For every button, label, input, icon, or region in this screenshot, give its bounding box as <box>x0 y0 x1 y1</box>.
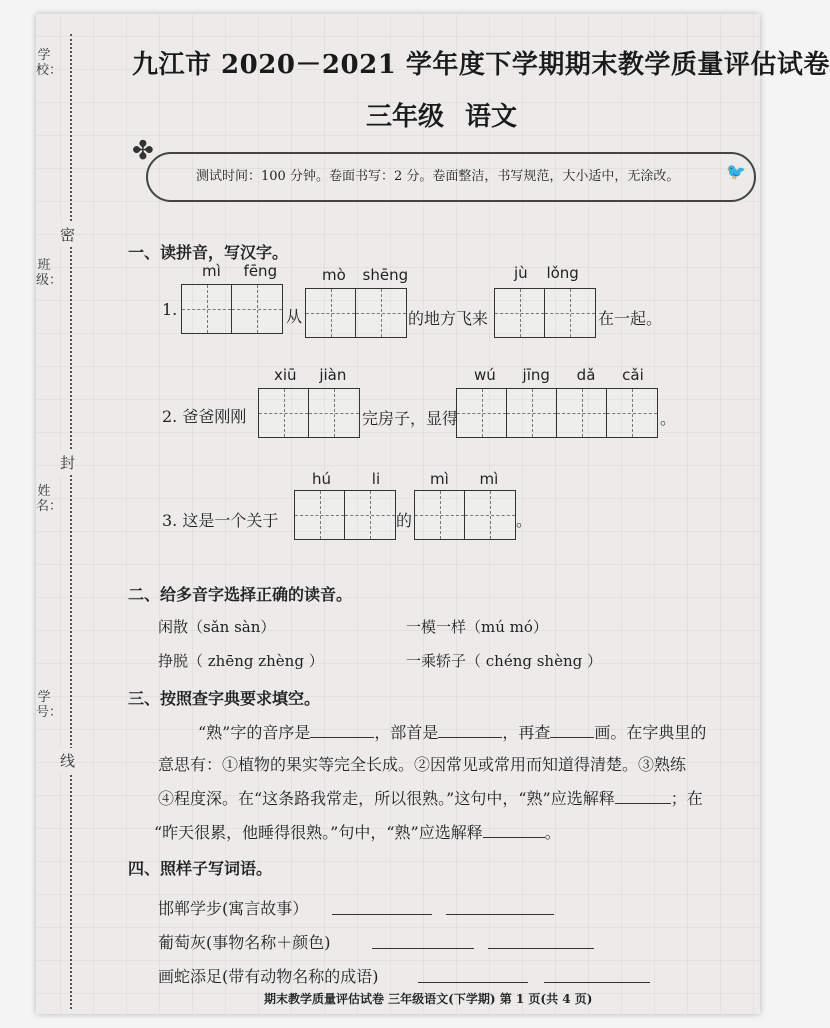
page-footer: 期末教学质量评估试卷 三年级语文(下学期) 第 1 页(共 4 页) <box>264 992 593 1006</box>
q3-pinyin-1: hú li <box>312 470 381 488</box>
seal-xian: 线 <box>60 748 75 773</box>
q1-pinyin-3: jù lǒng <box>514 264 579 282</box>
q1-text-2: 的地方飞来 <box>408 309 489 328</box>
dictionary-line-1a: “熟”字的音序是 <box>198 723 311 742</box>
q1-pinyin-2: mò shēng <box>322 266 409 284</box>
word-example-3: 画蛇添足(带有动物名称的成语) <box>158 967 379 986</box>
exam-subtitle: 三年级 语文 <box>366 102 518 132</box>
number-label: 学号： <box>36 690 63 720</box>
exam-paper <box>36 14 830 1014</box>
q2-text-2: 。 <box>660 409 677 428</box>
dictionary-line-4a: “昨天很累，他睡得很熟。”句中，“熟”应选解释 <box>154 823 483 842</box>
q3-text-2: 。 <box>516 511 533 530</box>
dictionary-line-2: 意思有：①植物的果实等完全长成。②因常见或常用而知道得清楚。③熟练 <box>158 755 687 774</box>
dictionary-line-3b: ；在 <box>670 789 703 808</box>
dictionary-line-1c: ，再查 <box>502 723 551 742</box>
bird-icon: 🐦 <box>726 162 746 181</box>
exam-title: 九江市 2020－2021 学年度下学期期末教学质量评估试卷 <box>132 50 830 80</box>
polyphone-item-3[interactable]: 挣脱（ zhēng zhèng ） <box>158 652 324 670</box>
section4-heading: 四、照样子写词语。 <box>128 859 273 878</box>
word-example-1: 邯郸学步(寓言故事） <box>158 899 309 918</box>
dictionary-line-1d: 画。在字典里的 <box>594 723 707 742</box>
q2-prefix: 2. 爸爸刚刚 <box>162 407 247 426</box>
q2-answer-box-1[interactable] <box>258 388 360 438</box>
school-label: 学校： <box>36 48 63 78</box>
q2-text-1: 完房子，显得 <box>362 409 459 428</box>
section3-heading: 三、按照查字典要求填空。 <box>128 689 321 708</box>
word-blank-3b[interactable] <box>544 982 650 983</box>
q1-text-1: 从 <box>286 307 303 326</box>
polyphone-item-1[interactable]: 闲散（sǎn sàn） <box>158 618 276 636</box>
word-blank-1a[interactable] <box>332 914 432 915</box>
radical-blank[interactable] <box>438 737 502 738</box>
q2-pinyin-1: xiū jiàn <box>274 366 347 384</box>
dictionary-line-4b: 。 <box>544 823 561 842</box>
binding-dotted-line <box>70 34 72 1009</box>
name-label: 姓名： <box>36 484 63 514</box>
order-blank[interactable] <box>310 737 374 738</box>
dictionary-line-3a: ④程度深。在“这条路我常走，所以很熟。”这句中，“熟”应选解释 <box>158 789 615 808</box>
dictionary-line-1b: ，部首是 <box>374 723 439 742</box>
word-blank-3a[interactable] <box>418 982 528 983</box>
word-blank-2b[interactable] <box>488 948 594 949</box>
clover-icon: ✤ <box>132 136 154 166</box>
q1-answer-box-2[interactable] <box>305 288 407 338</box>
q3-text-1: 的 <box>396 511 413 530</box>
q2-answer-box-2[interactable] <box>456 388 658 438</box>
dictionary-line-3 <box>158 786 703 809</box>
q3-answer-box-2[interactable] <box>414 490 516 540</box>
seal-feng: 封 <box>60 450 75 475</box>
section1-heading: 一、读拼音，写汉字。 <box>128 243 289 262</box>
word-example-2: 葡萄灰(事物名称＋颜色) <box>158 933 331 952</box>
word-blank-1b[interactable] <box>446 914 554 915</box>
instruction-text: 测试时间：100 分钟。卷面书写：2 分。卷面整洁，书写规范，大小适中，无涂改。 <box>196 169 680 184</box>
q1-answer-box-1[interactable] <box>181 284 283 334</box>
q3-prefix: 3. 这是一个关于 <box>162 511 279 530</box>
polyphone-item-4[interactable]: 一乘轿子（ chéng shèng ） <box>406 652 603 670</box>
strokes-blank[interactable] <box>550 737 594 738</box>
meaning-blank-1[interactable] <box>615 803 671 804</box>
q1-number: 1. <box>162 300 178 319</box>
dictionary-line-1 <box>198 720 706 743</box>
q3-answer-box-1[interactable] <box>294 490 396 540</box>
seal-mi: 密 <box>60 222 75 247</box>
q1-answer-box-3[interactable] <box>494 288 596 338</box>
polyphone-item-2[interactable]: 一模一样（mú mó） <box>406 618 548 636</box>
q1-pinyin-1: mì fēng <box>202 262 278 280</box>
q3-pinyin-2: mì mì <box>430 470 499 488</box>
meaning-blank-2[interactable] <box>483 837 545 838</box>
word-blank-2a[interactable] <box>372 948 474 949</box>
q1-text-3: 在一起。 <box>598 309 663 328</box>
dictionary-line-4 <box>154 820 561 843</box>
q2-pinyin-2: wú jīng dǎ cǎi <box>474 366 644 384</box>
section2-heading: 二、给多音字选择正确的读音。 <box>128 585 353 604</box>
class-label: 班级： <box>36 258 63 288</box>
